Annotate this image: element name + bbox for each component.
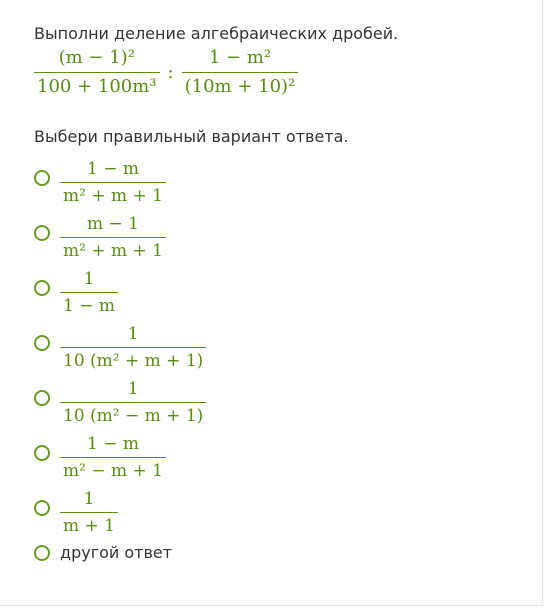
answer-option-1[interactable] xyxy=(34,158,514,207)
option-denominator: m² + m + 1 xyxy=(60,237,166,262)
left-numerator: (m − 1)² xyxy=(58,47,135,68)
radio-button[interactable] xyxy=(34,280,50,296)
option-fraction xyxy=(60,433,166,482)
left-denominator: 100 + 100m³ xyxy=(34,72,160,99)
answer-options xyxy=(34,158,514,569)
answer-prompt: Выбери правильный вариант ответа. xyxy=(34,127,349,146)
answer-option-other[interactable] xyxy=(34,543,514,563)
radio-button[interactable] xyxy=(34,225,50,241)
option-fraction xyxy=(60,378,206,427)
option-denominator: m² − m + 1 xyxy=(60,457,166,482)
option-numerator: 1 − m xyxy=(86,159,139,179)
radio-button[interactable] xyxy=(34,500,50,516)
option-fraction xyxy=(60,158,166,207)
right-numerator: 1 − m² xyxy=(208,47,272,68)
answer-option-2[interactable] xyxy=(34,213,514,262)
option-denominator: 10 (m² + m + 1) xyxy=(60,347,206,372)
option-fraction xyxy=(60,323,206,372)
problem-expression xyxy=(34,46,298,99)
right-denominator: (10m + 10)² xyxy=(182,72,299,99)
division-operator: : xyxy=(167,62,174,83)
task-title: Выполни деление алгебраических дробей. xyxy=(34,24,399,43)
left-fraction xyxy=(34,46,160,99)
radio-button[interactable] xyxy=(34,170,50,186)
option-numerator: 1 − m xyxy=(86,434,139,454)
answer-option-3[interactable] xyxy=(34,268,514,317)
option-numerator: 1 xyxy=(83,489,95,509)
option-fraction xyxy=(60,268,118,317)
option-denominator: 10 (m² − m + 1) xyxy=(60,402,206,427)
option-numerator: 1 xyxy=(127,324,139,344)
other-answer-label: другой ответ xyxy=(60,543,173,562)
answer-option-4[interactable] xyxy=(34,323,514,372)
option-numerator: m − 1 xyxy=(86,214,139,234)
answer-option-7[interactable] xyxy=(34,488,514,537)
option-denominator: 1 − m xyxy=(60,292,118,317)
right-fraction xyxy=(182,46,299,99)
radio-button[interactable] xyxy=(34,445,50,461)
option-denominator: m + 1 xyxy=(60,512,118,537)
answer-option-6[interactable] xyxy=(34,433,514,482)
option-fraction xyxy=(60,213,166,262)
option-fraction xyxy=(60,488,118,537)
option-numerator: 1 xyxy=(127,379,139,399)
radio-button[interactable] xyxy=(34,545,50,561)
radio-button[interactable] xyxy=(34,335,50,351)
option-denominator: m² + m + 1 xyxy=(60,182,166,207)
answer-option-5[interactable] xyxy=(34,378,514,427)
option-numerator: 1 xyxy=(83,269,95,289)
radio-button[interactable] xyxy=(34,390,50,406)
